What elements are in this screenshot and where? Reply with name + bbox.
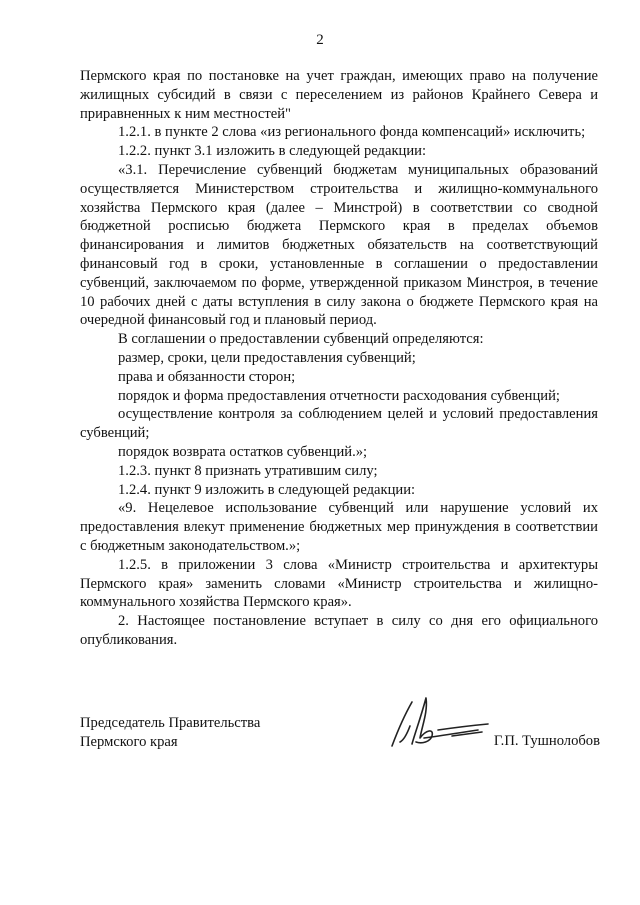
page-number: 2 xyxy=(316,32,324,48)
signature-block xyxy=(80,714,600,774)
paragraph-continuation: Пермского края по постановке на учет граждан, имеющих право на получение жилищных субсидий в связи с переселением из районов Крайнего Севера и приравненных к ним местностей" xyxy=(80,68,598,122)
signatory-name: Г.П. Тушнолобов xyxy=(493,733,600,749)
document-body xyxy=(80,67,598,650)
paragraph-1-2-4: 1.2.4. пункт 9 изложить в следующей редакции: xyxy=(118,481,416,498)
paragraph-1-2-3: 1.2.3. пункт 8 признать утратившим силу; xyxy=(118,462,378,479)
handwritten-signature-icon xyxy=(382,690,492,754)
paragraph-list-item: осуществление контроля за соблюдением целей и условий предоставления субвенций; xyxy=(80,406,598,442)
paragraph-list-item: права и обязанности сторон; xyxy=(118,368,296,385)
signatory-title xyxy=(80,714,260,751)
paragraph-list-item: размер, сроки, цели предоставления субвенций; xyxy=(118,349,416,366)
paragraph-list-item: порядок и форма предоставления отчетности расходования субвенций; xyxy=(118,387,560,404)
paragraph-2: 2. Настоящее постановление вступает в силу со дня его официального опубликования. xyxy=(80,613,598,648)
paragraph-agreement-intro: В соглашении о предоставлении субвенций определяются: xyxy=(118,331,484,348)
paragraph-1-2-1: 1.2.1. в пункте 2 слова «из регионального фонда компенсаций» исключить; xyxy=(118,124,586,141)
paragraph-9: «9. Нецелевое использование субвенций или нарушение условий их предоставления влекут применение бюджетных мер принуждения в соответствии с бюджетным законодательством.»; xyxy=(80,500,598,554)
signatory-title-line: Председатель Правительства xyxy=(80,715,261,731)
paragraph-3-1: «3.1. Перечисление субвенций бюджетам муниципальных образований осуществляется Министерством строительства и жилищно-коммунального хозяйства Пермского края (далее – Минстрой) в соответствии со сводной бюджетной росписью бюджета Пермского края в пределах объемов финансирования и лимитов бюджетных обязательств на соответствующий финансовый год в сроки, установленные в соглашении о предоставлении субвенций, заключаемом по форме, утвержденной приказом Минстроя, в течение 10 рабочих дней с даты вступления в силу закона о бюджете Пермского края на очередной финансовый год и плановый период. xyxy=(80,161,598,329)
paragraph-list-item: порядок возврата остатков субвенций.»; xyxy=(118,443,368,460)
signatory-title-line: Пермского края xyxy=(80,733,178,750)
paragraph-1-2-5: 1.2.5. в приложении 3 слова «Министр строительства и архитектуры Пермского края» заменить словами «Министр строительства и жилищно-коммунального хозяйства Пермского края». xyxy=(80,556,598,611)
paragraph-1-2-2: 1.2.2. пункт 3.1 изложить в следующей редакции: xyxy=(118,143,427,160)
